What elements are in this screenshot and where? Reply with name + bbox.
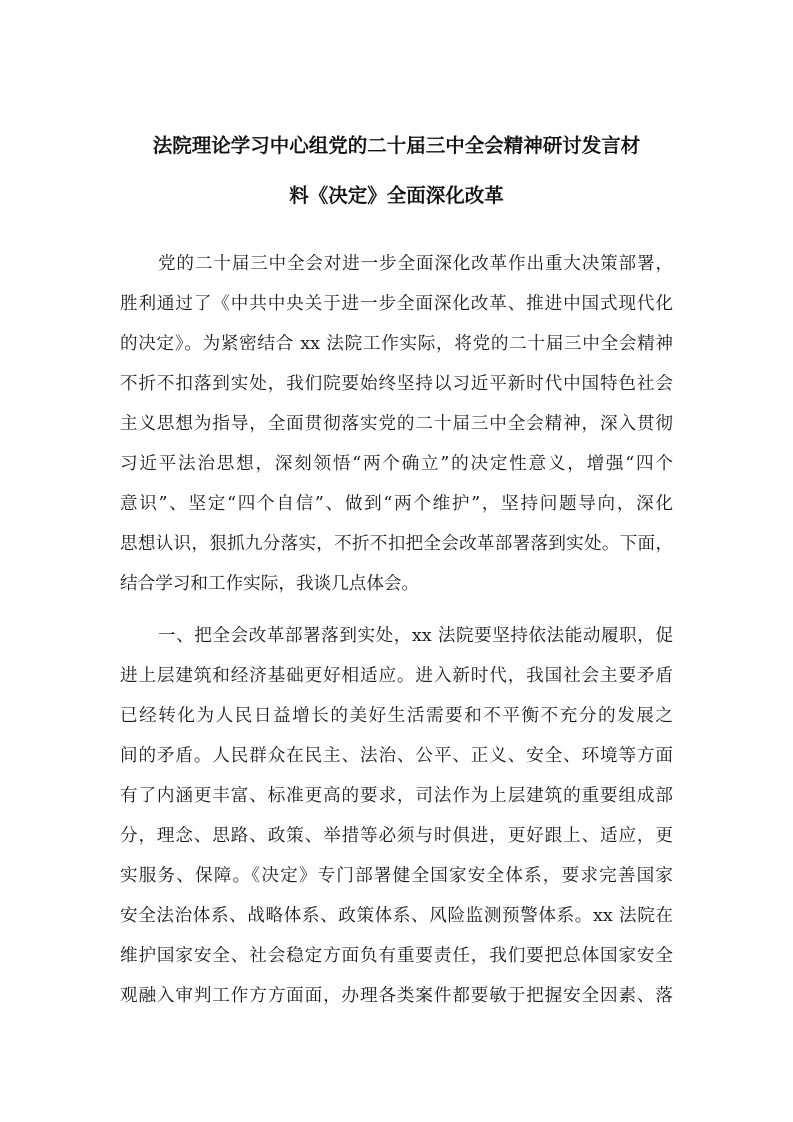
paragraph-line: 的决定》。为紧密结合 xx 法院工作实际，将党的二十届三中全会精神 <box>120 334 673 354</box>
document-title-line-2: 料《决定》全面深化改革 <box>289 184 504 207</box>
paragraph-line: 思想认识，狠抓九分落实，不折不扣把全会改革部署落到实处。下面， <box>120 534 673 554</box>
paragraph-line: 习近平法治思想，深刻领悟“两个确立”的决定性意义，增强“四个 <box>120 454 673 474</box>
paragraph-line: 胜利通过了《中共中央关于进一步全面深化改革、推进中国式现代化 <box>120 294 673 314</box>
paragraph-line: 实服务、保障。《决定》专门部署健全国家安全体系，要求完善国家 <box>120 866 673 886</box>
paragraph-line: 维护国家安全、社会稳定方面负有重要责任，我们要把总体国家安全 <box>120 946 673 966</box>
paragraph-line: 主义思想为指导，全面贯彻落实党的二十届三中全会精神，深入贯彻 <box>120 414 673 434</box>
paragraph-line: 已经转化为人民日益增长的美好生活需要和不平衡不充分的发展之 <box>120 706 673 726</box>
document-title-line-1: 法院理论学习中心组党的二十届三中全会精神研讨发言材 <box>152 134 641 157</box>
paragraph-line: 党的二十届三中全会对进一步全面深化改革作出重大决策部署， <box>158 254 673 274</box>
paragraph-line: 间的矛盾。人民群众在民主、法治、公平、正义、安全、环境等方面 <box>120 746 673 766</box>
paragraph-line: 安全法治体系、战略体系、政策体系、风险监测预警体系。xx 法院在 <box>120 906 673 926</box>
paragraph-line: 结合学习和工作实际，我谈几点体会。 <box>120 574 420 594</box>
paragraph-line: 意识”、坚定“四个自信”、做到“两个维护”，坚持问题导向，深化 <box>120 494 673 514</box>
paragraph-line: 进上层建筑和经济基础更好相适应。进入新时代，我国社会主要矛盾 <box>120 666 673 686</box>
paragraph-line: 分，理念、思路、政策、举措等必须与时俱进，更好跟上、适应，更 <box>120 826 673 846</box>
paragraph-line: 不折不扣落到实处，我们院要始终坚持以习近平新时代中国特色社会 <box>120 374 673 394</box>
paragraph-line: 有了内涵更丰富、标准更高的要求，司法作为上层建筑的重要组成部 <box>120 786 673 806</box>
paragraph-line: 观融入审判工作方方面面，办理各类案件都要敏于把握安全因素、落 <box>120 986 673 1006</box>
paragraph-line: 一、把全会改革部署落到实处，xx 法院要坚持依法能动履职，促 <box>158 626 673 646</box>
